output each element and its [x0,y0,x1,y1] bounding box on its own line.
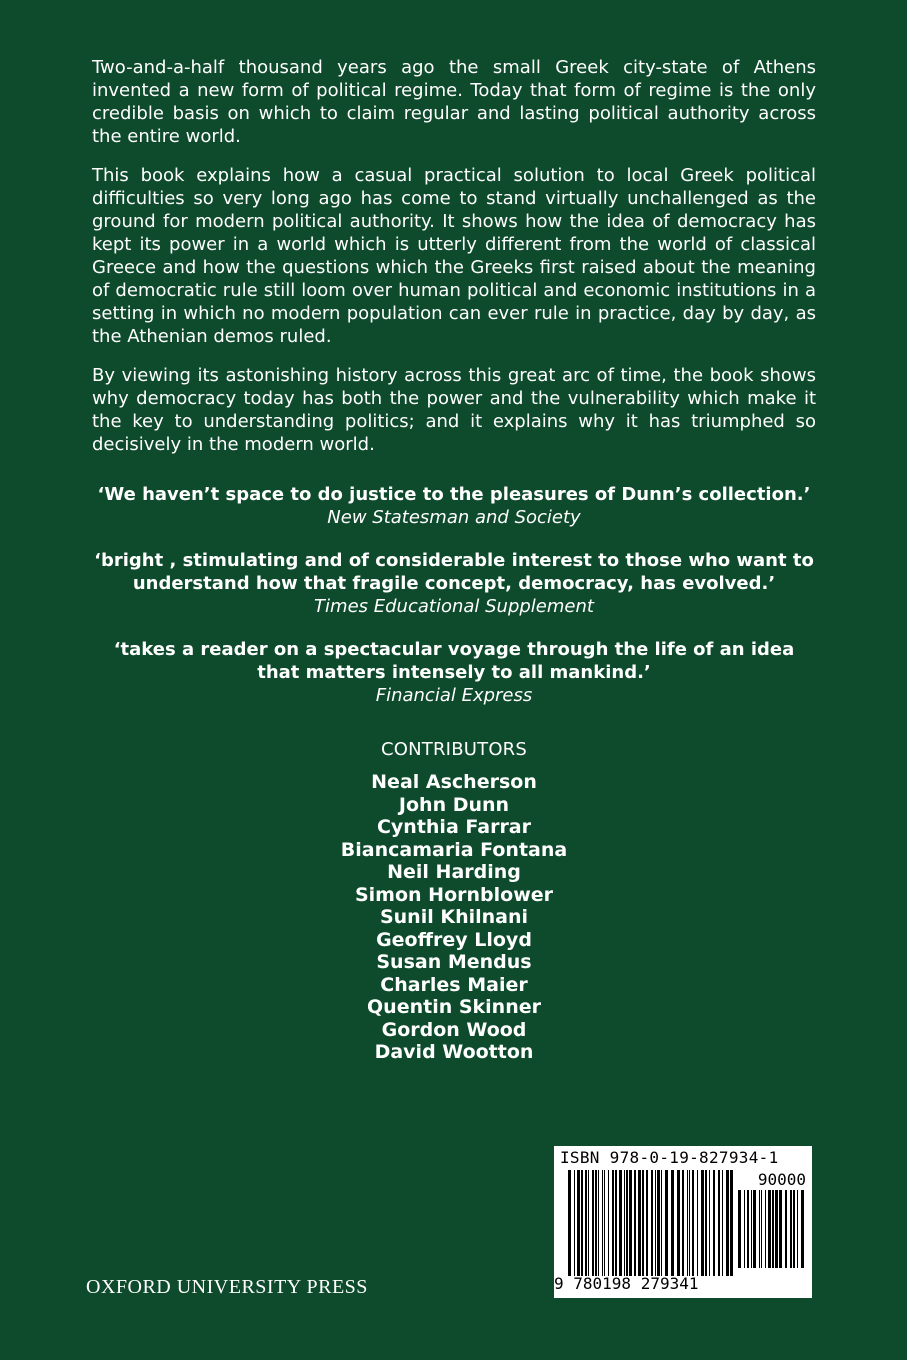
contributor-name: Quentin Skinner [367,996,541,1018]
quote-source: Financial Express [375,685,533,706]
contributors-list [92,771,816,1064]
quote-source: Times Educational Supplement [314,596,594,617]
contributor-name: David Wootton [374,1041,534,1063]
contributor-name: Neal Ascherson [371,771,537,793]
contributor-name: Biancamaria Fontana [340,838,568,861]
price-barcode-bars-icon [738,1190,806,1268]
isbn-barcode [554,1146,812,1298]
quote-text: ‘takes a reader on a spectacular voyage through the life of an idea that matters intensely to all mankind.’ [113,639,795,683]
review-quote [92,549,816,618]
contributor-name: Geoffrey Lloyd [376,928,532,951]
contributor-name: Gordon Wood [381,1018,527,1041]
contributor-name: Charles Maier [380,973,528,996]
price-code: 90000 [757,1170,806,1189]
publisher-logo: OXFORD UNIVERSITY PRESS [86,1276,368,1298]
quote-text: ‘We haven’t space to do justice to the pleasures of Dunn’s collection.’ [97,484,811,505]
review-quote [92,638,816,707]
isbn-label: ISBN 978-0-19-827934-1 [560,1148,779,1167]
quote-text: ‘bright , stimulating and of considerable interest to those who want to understand how that fragile concept, democracy, has evolved.’ [94,550,814,594]
barcode-bars-icon [568,1170,734,1276]
ean-digits: 9 780198 279341 [554,1274,699,1293]
blurb-paragraph-3: By viewing its astonishing history across this great arc of time, the book shows why democracy today has both the power and the vulnerability which make it the key to understanding politics; and it explains why it has triumphed so decisively in the modern world. [92,365,816,455]
contributors-section [92,738,816,1064]
blurb-paragraph-1: Two-and-a-half thousand years ago the small Greek city-state of Athens invented a new form of political regime. Today that form of regime is the only credible basis on which to claim regular and lasting political authority across the entire world. [92,57,816,147]
contributor-name: Simon Hornblower [354,883,553,906]
review-quotes [92,483,816,727]
review-quote [92,483,816,529]
blurb [92,56,816,472]
contributor-name: Sunil Khilnani [379,906,529,928]
quote-source: New Statesman and Society [327,507,581,528]
contributor-name: Susan Mendus [376,951,532,973]
blurb-paragraph-2: This book explains how a casual practical solution to local Greek political difficulties so very long ago has come to stand virtually unchallenged as the ground for modern political authority. It shows how the idea of democracy has kept its power in a world which is utterly different from the world of classical Greece and how the questions which the Greeks first raised about the meaning of democratic rule still loom over human political and economic institutions in a setting in which no modern population can ever rule in practice, day by day, as the Athenian demos ruled. [92,165,816,347]
contributor-name: John Dunn [398,793,510,816]
contributors-heading: CONTRIBUTORS [380,739,528,760]
contributor-name: Neil Harding [387,861,521,883]
contributor-name: Cynthia Farrar [376,816,532,838]
